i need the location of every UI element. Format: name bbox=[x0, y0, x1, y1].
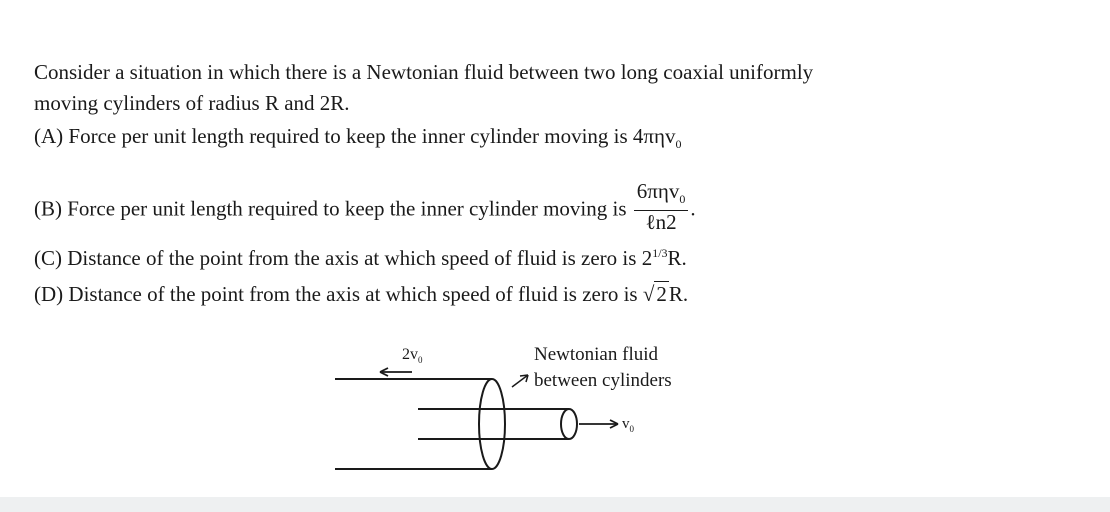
fluid-label-line-2: between cylinders bbox=[534, 370, 672, 391]
option-c-label: (C) bbox=[34, 246, 62, 270]
outer-cylinder-end bbox=[479, 379, 505, 469]
option-b-numerator: 6πηv$_0$ bbox=[634, 180, 689, 211]
inner-cylinder-end bbox=[561, 409, 577, 439]
option-d-text: Distance of the point from the axis at which speed of fluid is zero is bbox=[68, 282, 638, 306]
outer-velocity-label: $2v_0$ bbox=[402, 346, 423, 365]
option-b-text: Force per unit length required to keep the inner cylinder moving is bbox=[67, 196, 627, 221]
coaxial-cylinder-diagram bbox=[230, 335, 730, 485]
option-d: (D) Distance of the point from the axis at which speed of fluid is zero is √2R. bbox=[34, 282, 689, 306]
option-c-text: Distance of the point from the axis at which speed of fluid is zero is bbox=[67, 246, 637, 270]
option-d-sqrt: √2 bbox=[642, 282, 667, 306]
question-stem-line-1: Consider a situation in which there is a Newtonian fluid between two long coaxial uniformly bbox=[34, 60, 814, 84]
option-c bbox=[34, 240, 687, 271]
option-d-label: (D) bbox=[34, 282, 64, 306]
option-a bbox=[34, 123, 682, 157]
option-d-end: . bbox=[682, 282, 689, 306]
bottom-bar bbox=[0, 497, 1110, 512]
option-b bbox=[34, 179, 696, 237]
fluid-label-line-1: Newtonian fluid bbox=[534, 344, 659, 365]
option-b-denominator: ℓn2 bbox=[645, 210, 677, 235]
option-b-label: (B) bbox=[34, 196, 62, 221]
option-a-formula: 4πηv$_0$ bbox=[632, 124, 682, 152]
option-b-end: . bbox=[690, 196, 696, 221]
option-c-formula: $2^{1/3}R$. bbox=[641, 246, 687, 270]
option-b-fraction bbox=[634, 180, 689, 233]
option-a-text: Force per unit length required to keep the inner cylinder moving is bbox=[68, 124, 628, 148]
option-a-label: (A) bbox=[34, 124, 64, 148]
inner-velocity-label: $v_0$ bbox=[622, 416, 634, 434]
question-stem-line-2: moving cylinders of radius R and 2R. bbox=[34, 91, 350, 115]
